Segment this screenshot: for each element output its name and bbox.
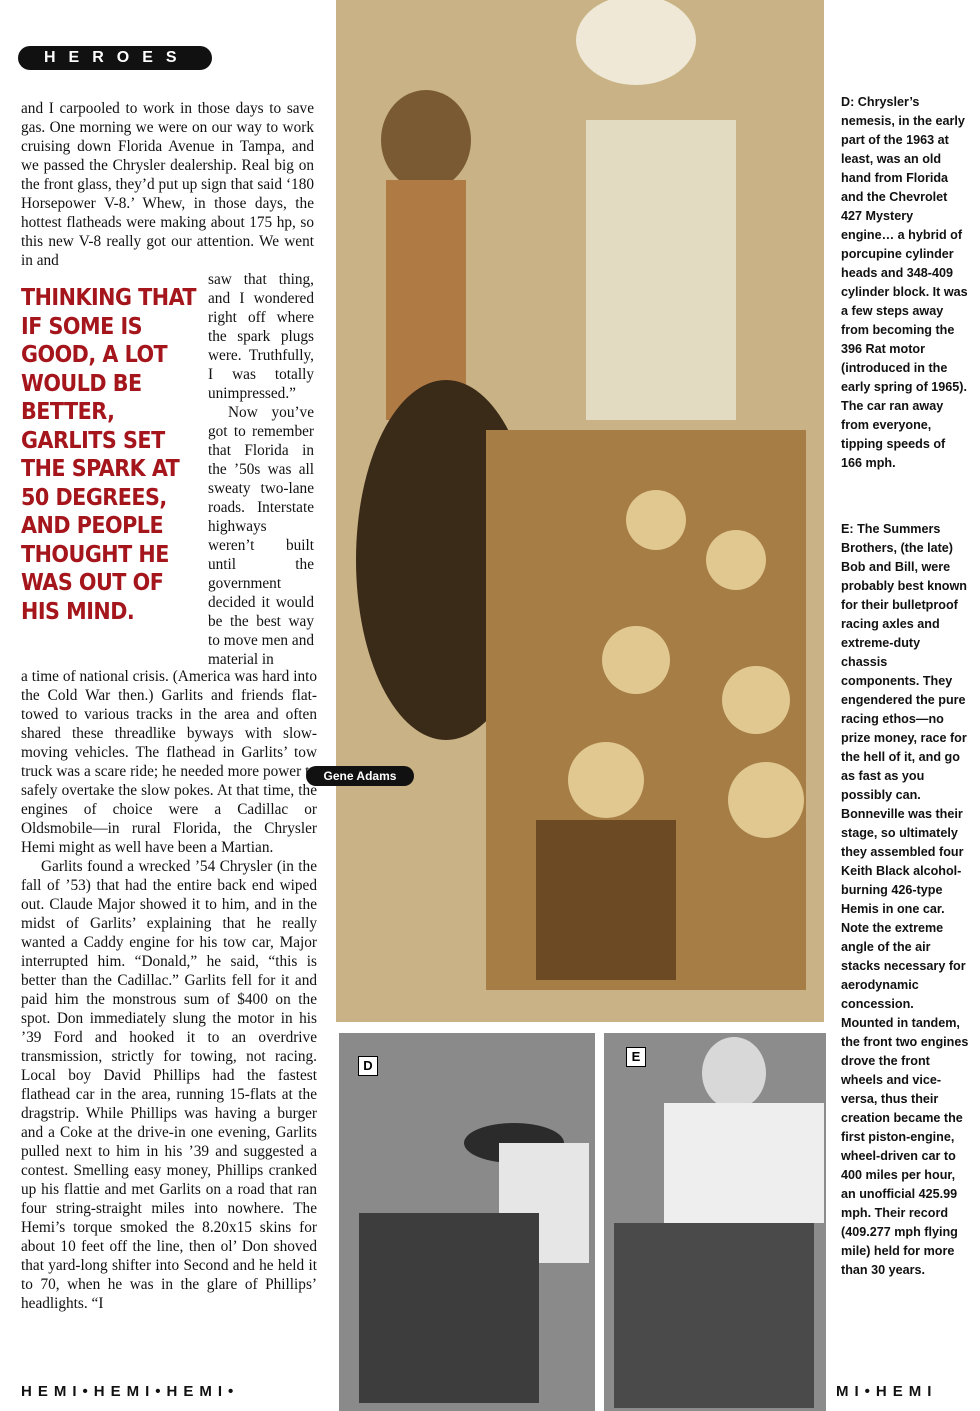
footer-running-text-right: MI•HEMI	[836, 1383, 938, 1400]
article-paragraph: saw that thing, and I wondered right off where the spark plugs were. Truthfully, I was totally unimpressed.”	[208, 271, 314, 402]
article-paragraph: and I carpooled to work in those days to save gas. One morning we were on our way to work cruising down Florida Avenue in Tampa, and we passed the Chrysler dealership. Real big on the front glass, they’d put up sign that said ‘180 Horsepower V-8.’ Whew, in those days, the hottest flatheads were making about 175 hp, so this new V-8 really got our attention. We went in and	[21, 100, 314, 269]
article-paragraph: Garlits found a wrecked ’54 Chrysler (in the fall of ’53) that had the entire back end wiped out. Claude Major showed it to him, and in the midst of Garlits’ explaining that he really wanted a Caddy engine for his tow car, Major interrupted him. “Donald,” he said, “this is better than the Cadillac.” Garlits fell for it and paid him the monstrous sum of $400 on the spot. Don immediately slung the motor in his ’39 Ford and hooked it to an overdrive transmission, strictly for towing, not racing. Local boy David Phillips had the fastest flathead car in the area, running 15-flats at the dragstrip. While Phillips was having a burger and a Coke at the drive-in one evening, Garlits pulled next to him in his ’39 and suggested a contest. Smelling easy money, Phillips cranked up his flattie and met Garlits on a road that ran four string-straight miles into nowhere. The Hemi’s torque smoked the 8.20x15 skins for about 10 feet off the line, then ol’ Don shoved that yard-long shifter into Second and he held it to 70, when he was in the glare of Phillips’ headlights. “I	[21, 858, 317, 1312]
article-paragraph: Now you’ve got to remember that Florida in the ’50s was all sweaty two-lane roads. Interstate highways weren’t built until the government decided it would be the best way to move men and material in	[208, 404, 314, 668]
caption-d: D: Chrysler’s nemesis, in the early part of the 1963 at least, was an old hand from Florida and the Chevrolet 427 Mystery engine… a hybrid of porcupine cylinder heads and 348-409 cylinder block. It was a few steps away from becoming the 396 Rat motor (introduced in the early spring of 1965). The car ran away from everyone, tipping speeds of 166 mph.	[841, 95, 968, 470]
main-photo-illustration	[336, 0, 824, 1022]
section-tab: HEROES	[18, 46, 212, 70]
article-column-side	[208, 270, 314, 669]
footer-running-text-left: HEMI•HEMI•HEMI•	[21, 1383, 240, 1400]
article-paragraph: a time of national crisis. (America was hard into the Cold War then.) Garlits and friends flat-towed to various tracks in the area and often shared these threadlike byways with slow-moving vehicles. The flathead in Garlits’ tow truck was a scare ride; he needed more power to safely overtake the slow pokes. At that time, the engines of choice were a Cadillac or Oldsmobile—in rural Florida, the Chrysler Hemi might as well have been a Martian.	[21, 668, 317, 856]
article-column-bottom	[21, 667, 317, 1313]
main-photo	[336, 0, 824, 1022]
caption-e: E: The Summers Brothers, (the late) Bob and Bill, were probably best known for their bulletproof racing axles and extreme-duty chassis components. They engendered the pure racing ethos—no prize money, race for the hell of it, and go as fast as you possibly can. Bonneville was their stage, so ultimately they assembled four Keith Black alcohol-burning 426-type Hemis in one car. Note the extreme angle of the air stacks necessary for aerodynamic concession. Mounted in tandem, the front two engines drove the front wheels and vice-versa, thus their creation became the first piston-engine, wheel-driven car to 400 miles per hour, an unofficial 425.99 mph. Their record (409.277 mph flying mile) held for more than 30 years.	[841, 522, 969, 1277]
photo-d	[339, 1033, 595, 1411]
pull-quote: THINKING THAT IF SOME IS GOOD, A LOT WOULD BE BETTER, GARLITS SET THE SPARK AT 50 DEGREES, AND PEOPLE THOUGHT HE WAS OUT OF HIS MIND.	[21, 285, 196, 625]
photo-credit: Gene Adams	[306, 766, 414, 786]
photo-marker-e: E	[626, 1047, 646, 1067]
photo-marker-d: D	[358, 1056, 378, 1076]
photo-e	[604, 1033, 826, 1411]
photo-d-illustration	[339, 1033, 595, 1411]
photo-e-illustration	[604, 1033, 826, 1411]
article-column-top	[21, 99, 314, 270]
